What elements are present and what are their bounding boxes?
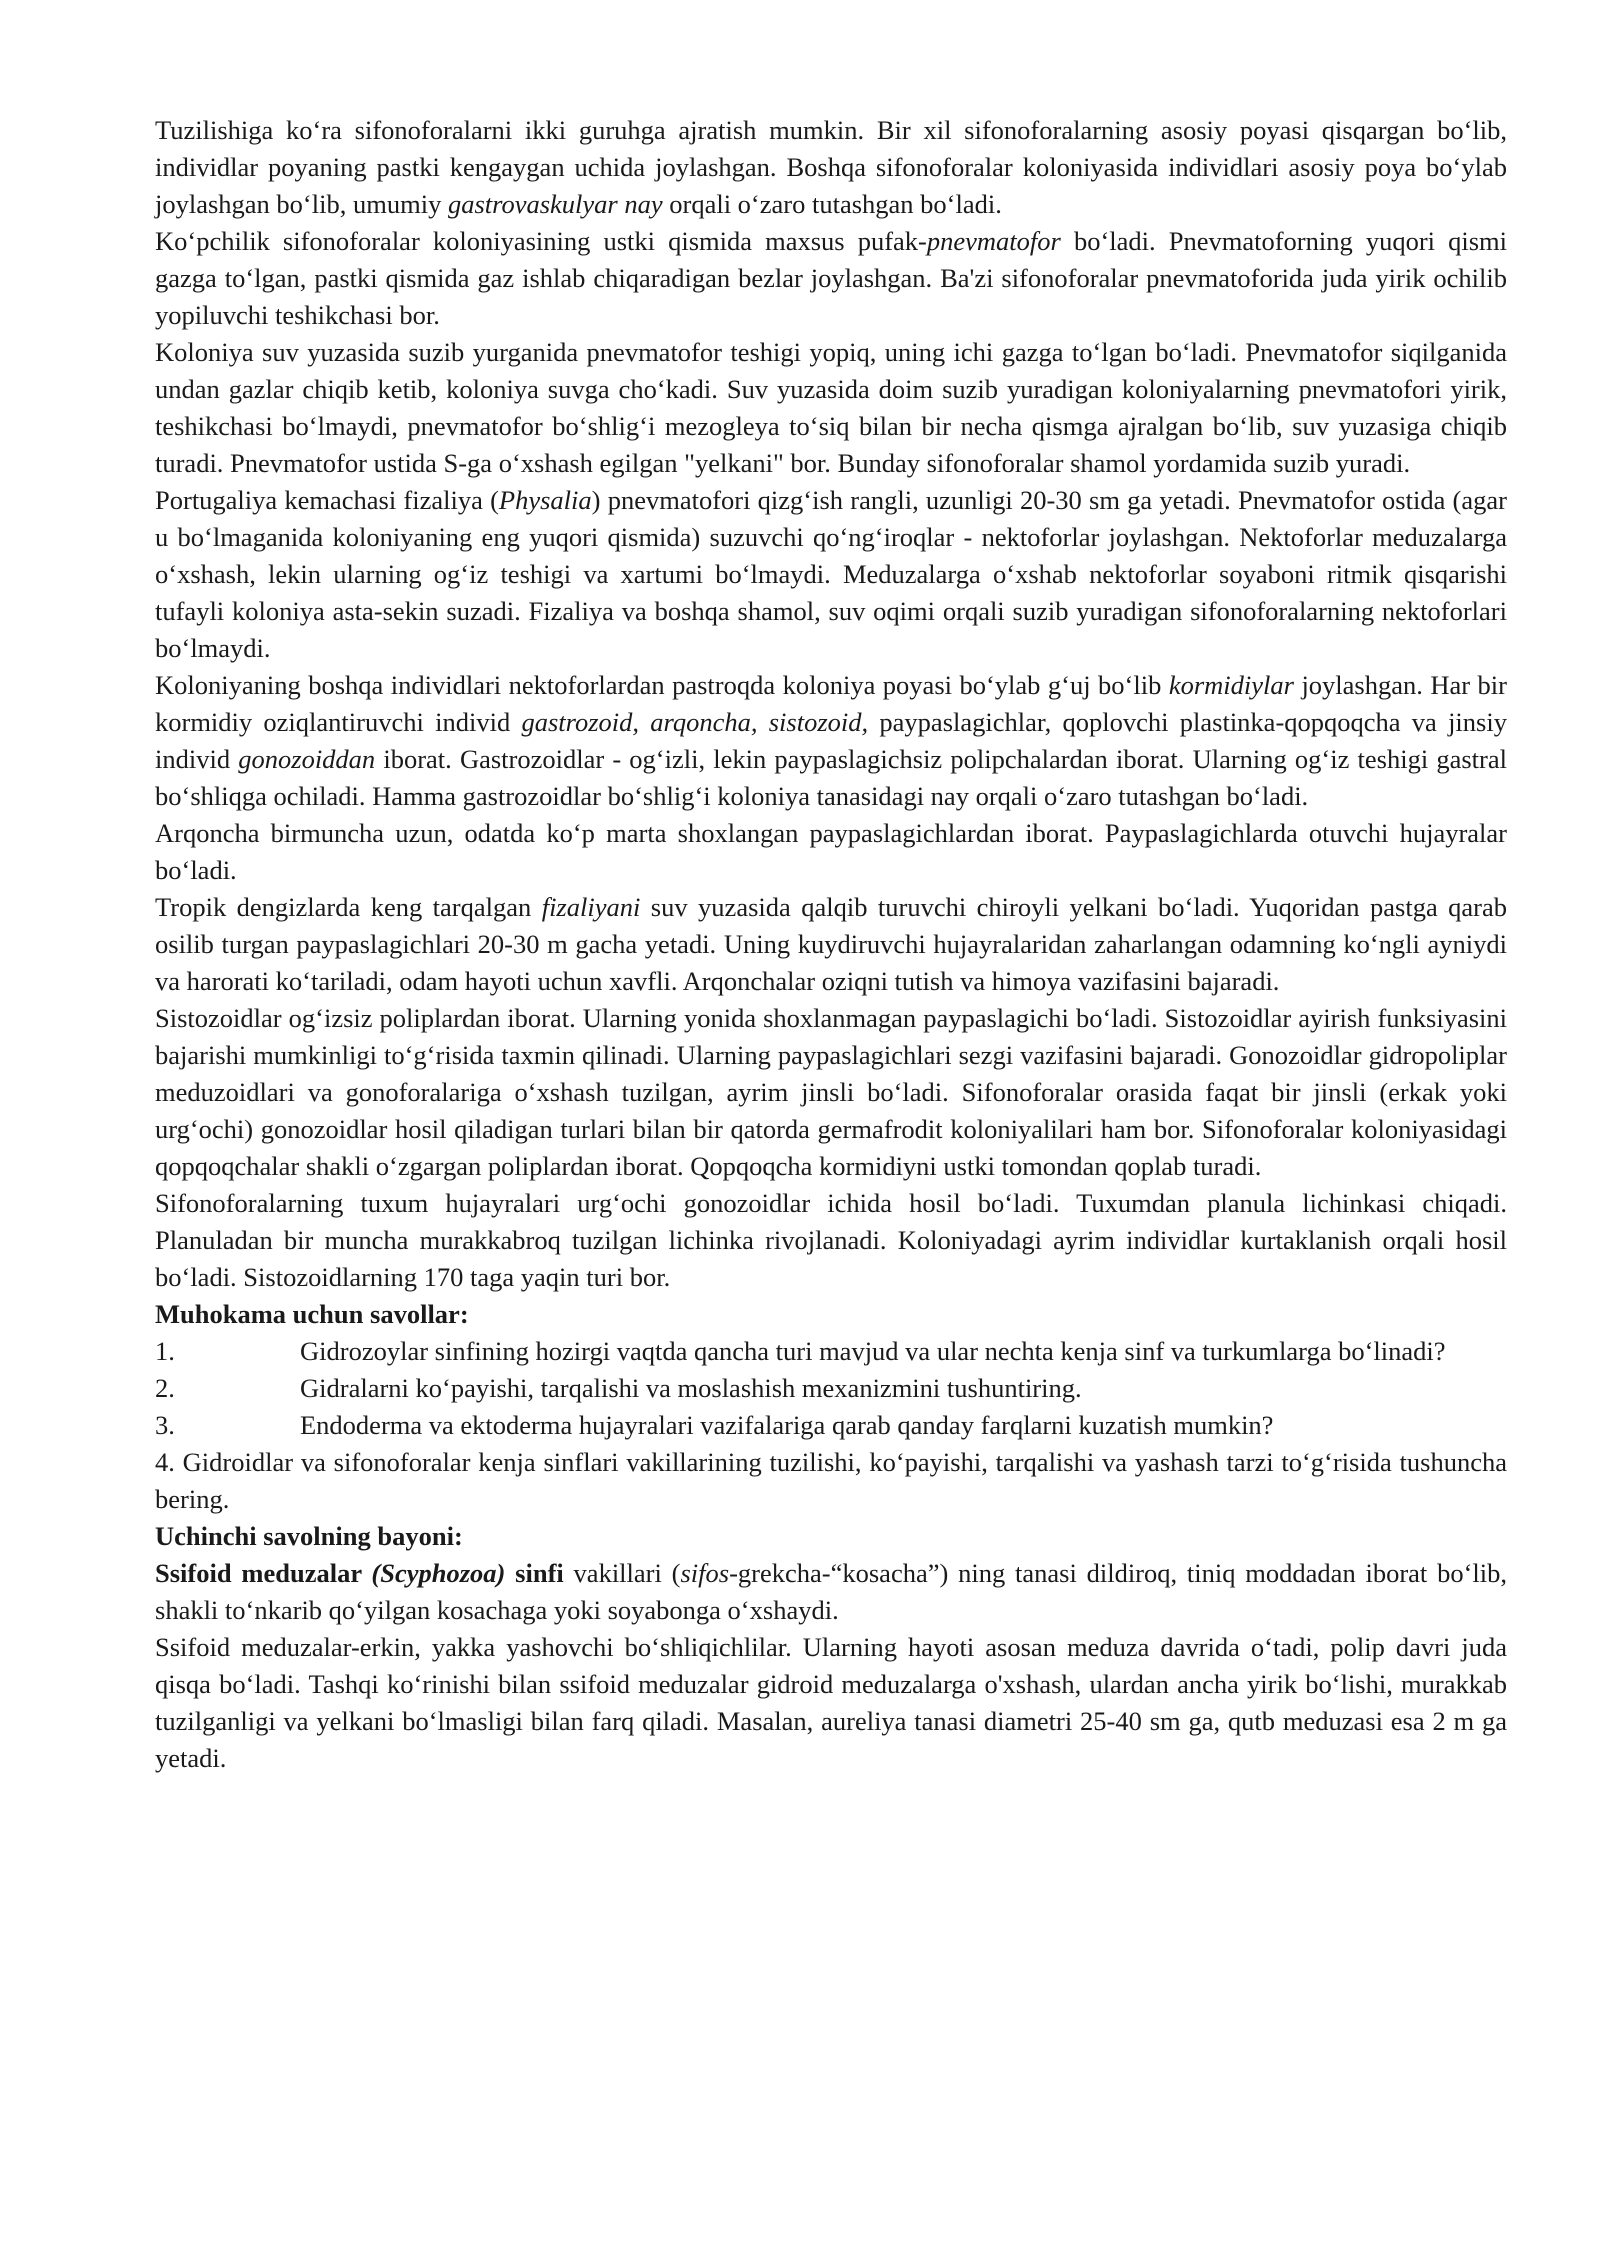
paragraph-scyphozoa-life: Ssifoid meduzalar-erkin, yakka yashovchi boʻshliqichlilar. Ularning hayoti asosan meduza davrida oʻtadi, polip davri juda qisqa boʻladi. Tashqi koʻrinishi bilan ssifoid meduzalar gidroid meduzalarga o'xshash, ulardan ancha yirik boʻlishi, murakkab tuzilganligi va yelkani boʻlmasligi bilan farq qiladi. Masalan, aureliya tanasi diametri 25-40 sm ga, qutb meduzasi esa 2 m ga yetadi. xyxy=(155,1632,1507,1773)
question-text: Gidrozoylar sinfining hozirgi vaqtda qancha turi mavjud va ular nechta kenja sinf va turkumlarga boʻlinadi? xyxy=(300,1336,1446,1366)
term-physalia: Physalia xyxy=(498,485,592,515)
paragraph-arqoncha: Arqoncha birmuncha uzun, odatda koʻp marta shoxlangan paypaslagichlardan iborat. Paypaslagichlarda otuvchi hujayralar boʻladi. xyxy=(155,818,1507,885)
paragraph-physalia: Portugaliya kemachasi fizaliya (Physalia) pnevmatofori qizgʻish rangli, uzunligi 20-30 sm ga yetadi. Pnevmatofor ostida (agar u boʻlmaganida koloniyaning eng yuqori qismida) suzuvchi qoʻngʻiroqlar - nektoforlar joylashgan. Nektoforlar meduzalarga oʻxshash, lekin ularning ogʻiz teshigi va xartumi boʻlmaydi. Meduzalarga oʻxshab nektoforlar soyaboni ritmik qisqarishi tufayli koloniya asta-sekin suzadi. Fizaliya va boshqa shamol, suv oqimi orqali suzib yuradigan sifonoforalarning nektoforlari boʻlmaydi. xyxy=(155,485,1507,663)
third-question-heading: Uchinchi savolning bayoni: xyxy=(155,1521,463,1551)
term-cormidia: kormidiylar xyxy=(1168,670,1294,700)
paragraph-colony-structure: Tuzilishiga koʻra sifonoforalarni ikki guruhga ajratish mumkin. Bir xil sifonoforalarning asosiy poyasi qisqargan boʻlib, individlar poyaning pastki kengaygan uchida joylashgan. Boshqa sifonoforalar koloniyasida individlari asosiy poya boʻylab joylashgan boʻlib, umumiy gastrovaskulyar nay orqali oʻzaro tutashgan boʻladi. xyxy=(155,115,1507,219)
term-pneumatophore: pnevmatofor xyxy=(926,226,1061,256)
question-text: Gidralarni koʻpayishi, tarqalishi va moslashish mexanizmini tushuntiring. xyxy=(300,1373,1082,1403)
question-text: Endoderma va ektoderma hujayralari vazifalariga qarab qanday farqlarni kuzatish mumkin? xyxy=(300,1410,1274,1440)
term-scyphozoa: (Scyphozoa) xyxy=(371,1558,506,1588)
question-item xyxy=(155,1333,1507,1370)
question-item xyxy=(155,1370,1507,1407)
paragraph-reproduction: Sifonoforalarning tuxum hujayralari urgʻochi gonozoidlar ichida hosil boʻladi. Tuxumdan planula lichinkasi chiqadi. Planuladan bir muncha murakkabroq tuzilgan lichinka rivojlanadi. Koloniyadagi ayrim individlar kurtaklanish orqali hosil boʻladi. Sistozoidlarning 170 taga yaqin turi bor. xyxy=(155,1188,1507,1292)
question-number: 3. xyxy=(155,1410,175,1440)
document-page xyxy=(155,112,1507,1777)
question-number: 2. xyxy=(155,1373,175,1403)
paragraph-scyphozoa: Ssifoid meduzalar (Scyphozoa) sinfi vakillari (sifos-grekcha-“kosacha”) ning tanasi dildiroq, tiniq moddadan iborat boʻlib, shakli toʻnkarib qoʻyilgan kosachaga yoki soyabonga oʻxshaydi. xyxy=(155,1558,1508,1625)
paragraph-floating-colony: Koloniya suv yuzasida suzib yurganida pnevmatofor teshigi yopiq, uning ichi gazga toʻlgan boʻladi. Pnevmatofor siqilganida undan gazlar chiqib ketib, koloniya suvga choʻkadi. Suv yuzasida doim suzib yuradigan koloniyalarning pnevmatofori yirik, teshikchasi boʻlmaydi, pnevmatofor boʻshligʻi mezogleya toʻsiq bilan bir necha qismga ajralgan boʻlib, suv yuzasiga chiqib turadi. Pnevmatofor ustida S-ga oʻxshash egilgan "yelkani" bor. Bunday sifonoforalar shamol yordamida suzib yuradi. xyxy=(155,337,1507,478)
questions-heading: Muhokama uchun savollar: xyxy=(155,1299,469,1329)
term-gonozoid: gonozoiddan xyxy=(238,744,376,774)
question-item-4: 4. Gidroidlar va sifonoforalar kenja sinflari vakillarining tuzilishi, koʻpayishi, tarqalishi va yashash tarzi toʻgʻrisida tushuncha bering. xyxy=(155,1447,1507,1514)
term-gastrovascular: gastrovaskulyar nay xyxy=(447,189,663,219)
term-sifos: sifos xyxy=(680,1558,730,1588)
term-gastrozoid: gastrozoid, arqoncha, sistozoid, xyxy=(521,707,869,737)
paragraph-cormidia: Koloniyaning boshqa individlari nektoforlardan pastroqda koloniya poyasi boʻylab gʻuj boʻlib kormidiylar joylashgan. Har bir kormidiy oziqlantiruvchi individ gastrozoid, arqoncha, sistozoid, paypaslagichlar, qoplovchi plastinka-qopqoqcha va jinsiy individ gonozoiddan iborat. Gastrozoidlar - ogʻizli, lekin paypaslagichsiz polipchalardan iborat. Ularning ogʻiz teshigi gastral boʻshliqga ochiladi. Hamma gastrozoidlar boʻshligʻi koloniya tanasidagi nay orqali oʻzaro tutashgan boʻladi. xyxy=(155,670,1507,811)
paragraph-pneumatophore: Koʻpchilik sifonoforalar koloniyasining ustki qismida maxsus pufak-pnevmatofor boʻladi. Pnevmatoforning yuqori qismi gazga toʻlgan, pastki qismida gaz ishlab chiqaradigan bezlar joylashgan. Ba'zi sifonoforalar pnevmatoforida juda yirik ochilib yopiluvchi teshikchasi bor. xyxy=(155,226,1507,330)
question-number: 1. xyxy=(155,1336,175,1366)
term-fizaliya: fizaliyani xyxy=(541,892,641,922)
paragraph-tropical: Tropik dengizlarda keng tarqalgan fizaliyani suv yuzasida qalqib turuvchi chiroyli yelkani boʻladi. Yuqoridan pastga qarab osilib turgan paypaslagichlari 20-30 m gacha yetadi. Uning kuydiruvchi hujayralaridan zaharlangan odamning koʻngli ayniydi va harorati koʻtariladi, odam hayoti uchun xavfli. Arqonchalar oziqni tutish va himoya vazifasini bajaradi. xyxy=(155,892,1507,996)
paragraph-cystozoid: Sistozoidlar ogʻizsiz poliplardan iborat. Ularning yonida shoxlanmagan paypaslagichi boʻladi. Sistozoidlar ayirish funksiyasini bajarishi mumkinligi toʻgʻrisida taxmin qilinadi. Ularning paypaslagichlari sezgi vazifasini bajaradi. Gonozoidlar gidropoliplar meduzoidlari va gonoforalariga oʻxshash tuzilgan, ayrim jinsli boʻladi. Sifonoforalar orasida faqat bir jinsli (erkak yoki urgʻochi) gonozoidlar hosil qiladigan turlari bilan bir qatorda germafrodit koloniyalilari ham bor. Sifonoforalar koloniyasidagi qopqoqchalar shakli oʻzgargan poliplardan iborat. Qopqoqcha kormidiyni ustki tomondan qoplab turadi. xyxy=(155,1003,1507,1181)
question-item xyxy=(155,1407,1507,1444)
